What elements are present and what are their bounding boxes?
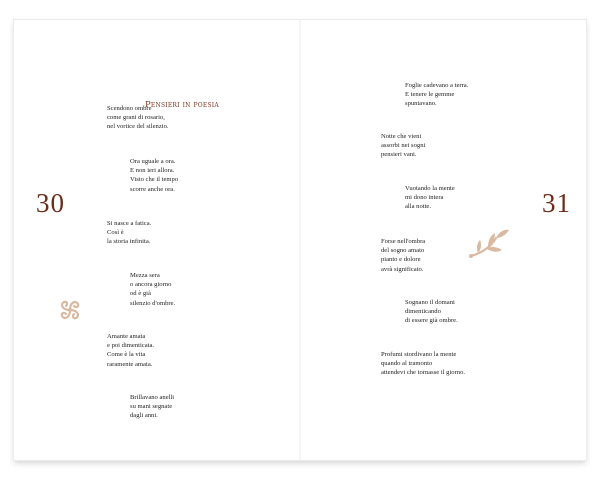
verse-line: Visto che il tempo — [130, 176, 179, 184]
verse-line: dagli anni. — [130, 412, 158, 420]
verse-line: la storia infinita. — [107, 238, 151, 246]
verse-line: Mezza sera — [130, 272, 160, 279]
book-spread — [14, 20, 586, 460]
verse-line: Ora uguale a ora. — [130, 158, 176, 165]
verse-line: attendevi che tornasse il giorno. — [381, 369, 466, 377]
stanza-left-3 — [107, 219, 151, 247]
verse-line: E tenere le gemme — [405, 91, 455, 99]
stanza-right-6 — [381, 350, 465, 378]
verse-line: Si nasce a fatica. — [107, 220, 152, 227]
verse-line: Come è la vita — [107, 351, 146, 359]
stanza-left-4 — [130, 271, 175, 308]
verse-line: Profumi stordivano la mente — [381, 351, 457, 358]
verse-line: Amante amata — [107, 333, 146, 340]
stanza-right-1 — [405, 81, 468, 109]
verse-line: Scendono ombre — [107, 105, 152, 112]
left-page-number: 30 — [36, 188, 65, 218]
verse-line: scorre anche ora. — [130, 185, 175, 193]
stanza-right-4 — [381, 237, 425, 274]
verse-line: Vuotando la mente — [405, 185, 455, 192]
swirl-ornament-icon — [52, 292, 88, 328]
verse-line: silenzio d'ombre. — [130, 299, 176, 307]
verse-line: E non ieri allora. — [130, 167, 175, 175]
stanza-right-3 — [405, 184, 455, 212]
verse-line: Forse nell'ombra — [381, 238, 426, 245]
stanza-left-6 — [130, 393, 174, 421]
stanza-left-2 — [130, 157, 178, 194]
verse-line: e poi dimenticata. — [107, 342, 155, 350]
verse-line: su mani segnate — [130, 403, 173, 411]
leaf-sprig-ornament-icon — [466, 226, 512, 262]
verse-line: di essere già ombre. — [405, 317, 458, 325]
verse-line: pianto e dolore — [381, 256, 421, 264]
verse-line: avrà significato. — [381, 265, 424, 273]
verse-line: Sognano il domani — [405, 299, 455, 306]
page-title: Pensieri in poesia — [145, 100, 219, 110]
verse-line: od è già — [130, 290, 151, 298]
stanza-left-5 — [107, 332, 154, 369]
stanza-right-2 — [381, 132, 425, 160]
verse-line: o ancora giorno — [130, 281, 172, 289]
verse-line: come grani di rosario, — [107, 114, 165, 122]
verse-line: dimenticando — [405, 308, 441, 316]
verse-line: nel vortice del silenzio. — [107, 123, 169, 131]
verse-line: Foglie cadevano a terra. — [405, 82, 469, 89]
verse-line: del sogno amato — [381, 247, 425, 255]
verse-line: quando al tramonto — [381, 360, 433, 368]
verse-line: pensieri vani. — [381, 151, 417, 159]
verse-line: alla notte. — [405, 203, 431, 211]
verse-line: mi dono intera — [405, 194, 444, 202]
verse-line: Così è — [107, 229, 124, 237]
stanza-right-5 — [405, 298, 458, 326]
verse-line: raramente amata. — [107, 360, 153, 368]
verse-line: assorbi nei sogni — [381, 142, 426, 150]
verse-line: spuntavano. — [405, 100, 437, 108]
verse-line: Brillavano anelli — [130, 394, 175, 401]
page-gutter — [299, 20, 301, 460]
stanza-left-1 — [107, 104, 169, 132]
verse-line: Notte che vieni — [381, 133, 422, 140]
right-page-number: 31 — [542, 188, 571, 218]
